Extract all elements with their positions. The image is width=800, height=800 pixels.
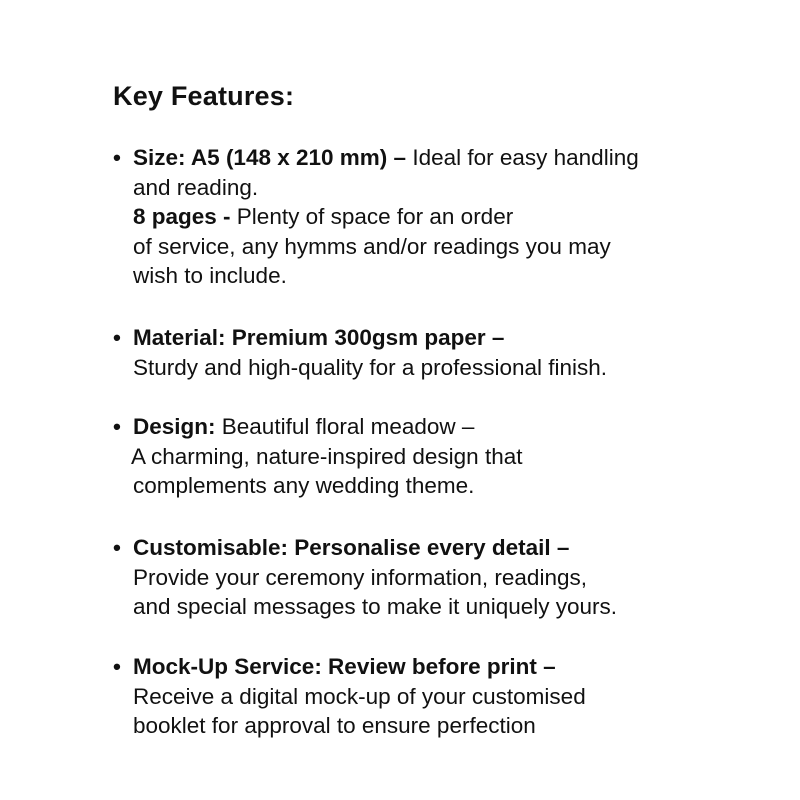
- feature-line: and special messages to make it uniquely yours.: [133, 594, 618, 619]
- bullet-icon: •: [113, 145, 121, 170]
- feature-line: [133, 202, 753, 232]
- feature-text: [133, 412, 753, 501]
- feature-text: [133, 652, 753, 741]
- bullet-icon: •: [113, 654, 121, 679]
- feature-line: Sturdy and high-quality for a professional finish.: [133, 354, 608, 380]
- feature-line: complements any wedding theme.: [133, 473, 475, 498]
- feature-label: Size: A5 (148 x 210 mm) –: [133, 145, 407, 170]
- feature-label: 8 pages -: [133, 204, 231, 229]
- feature-line: [133, 143, 753, 173]
- bullet-icon: •: [113, 414, 121, 439]
- feature-line: Receive a digital mock-up of your customised: [133, 683, 586, 709]
- feature-label: Material: Premium 300gsm paper –: [133, 325, 505, 350]
- feature-line: A charming, nature-inspired design that: [131, 443, 523, 469]
- feature-line: and reading.: [133, 174, 259, 200]
- feature-description: Plenty of space for an order: [230, 204, 514, 229]
- feature-description: Ideal for easy handling: [406, 145, 639, 170]
- feature-line: booklet for approval to ensure perfection: [133, 713, 536, 738]
- feature-text: [133, 323, 753, 382]
- feature-description: Beautiful floral meadow –: [215, 414, 475, 439]
- bullet-icon: •: [113, 535, 121, 560]
- feature-line: [133, 533, 753, 563]
- feature-text: [133, 143, 753, 291]
- feature-label: Mock-Up Service: Review before print –: [133, 654, 556, 679]
- page-title: Key Features:: [113, 81, 295, 111]
- feature-text: [133, 533, 753, 622]
- feature-label: Customisable: Personalise every detail –: [133, 535, 570, 560]
- bullet-icon: •: [113, 325, 121, 350]
- feature-line: [133, 412, 753, 442]
- feature-line: of service, any hymms and/or readings you may: [133, 233, 611, 259]
- feature-line: wish to include.: [133, 263, 287, 288]
- feature-line: [133, 652, 753, 682]
- feature-label: Design:: [133, 414, 216, 439]
- feature-line: Provide your ceremony information, readings,: [133, 564, 587, 590]
- feature-line: [133, 323, 753, 353]
